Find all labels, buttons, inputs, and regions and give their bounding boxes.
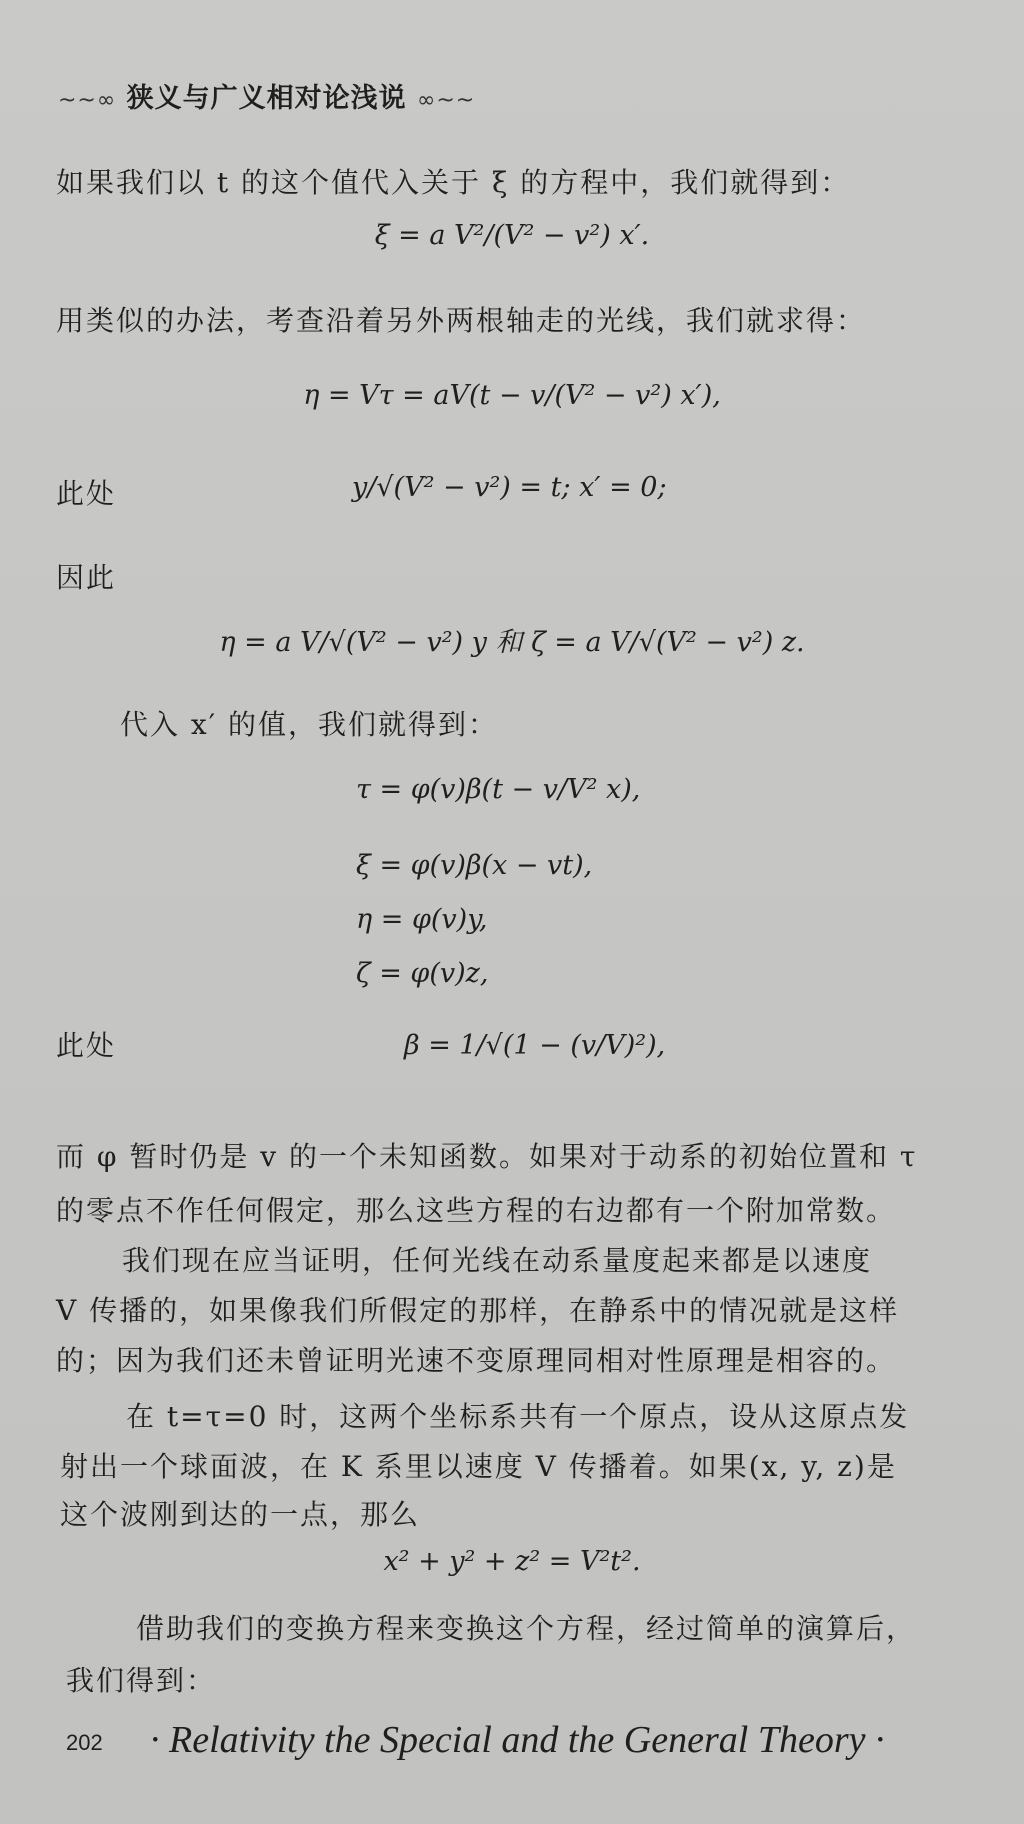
equation-sphere: x² + y² + z² = V²t².: [383, 1546, 641, 1577]
equation-tau: τ = φ(v)β(t − v/V² x),: [356, 774, 641, 805]
paragraph-3: 代入 x′ 的值，我们就得到：: [120, 708, 498, 741]
paragraph-2: 用类似的办法，考查沿着另外两根轴走的光线，我们就求得：: [56, 304, 867, 337]
paragraph-7-line-2: 我们得到：: [66, 1664, 217, 1697]
header-title: 狭义与广义相对论浅说: [126, 83, 407, 114]
label-yinci: 因此: [56, 561, 117, 594]
label-cichu-2: 此处: [56, 1029, 117, 1062]
paragraph-5-line-1: 我们现在应当证明，任何光线在动系量度起来都是以速度: [122, 1244, 873, 1277]
header-ornament-right: ∞~~: [417, 88, 476, 113]
footer-book-title: · Relativity the Special and the General Theory ·: [150, 1719, 885, 1761]
equation-eta: η = Vτ = aV(t − v/(V² − v²) x′),: [303, 380, 721, 411]
paragraph-4-line-2: 的零点不作任何假定，那么这些方程的右边都有一个附加常数。: [56, 1194, 897, 1227]
paragraph-4-line-1: 而 φ 暂时仍是 v 的一个未知函数。如果对于动系的初始位置和 τ: [56, 1140, 918, 1173]
equation-xi: ξ = a V²/(V² − v²) x′.: [374, 220, 650, 251]
header-ornament-left: ~~∞: [58, 88, 117, 113]
paragraph-5-line-3: 的；因为我们还未曾证明光速不变原理同相对性原理是相容的。: [56, 1344, 897, 1377]
page-number: 202: [66, 1730, 103, 1755]
equation-eta-final: η = φ(v)y,: [356, 904, 488, 935]
paragraph-6-line-2: 射出一个球面波，在 K 系里以速度 V 传播着。如果(x, y, z)是: [60, 1450, 897, 1483]
equation-beta: β = 1/√(1 − (v/V)²),: [404, 1030, 666, 1061]
equation-condition: y/√(V² − v²) = t; x′ = 0;: [352, 472, 667, 503]
running-header: [58, 76, 475, 115]
paragraph-6-line-1: 在 t=τ=0 时，这两个坐标系共有一个原点，设从这原点发: [126, 1400, 910, 1433]
paragraph-6-line-3: 这个波刚到达的一点，那么: [60, 1498, 421, 1531]
equation-eta-zeta: η = a V/√(V² − v²) y 和 ζ = a V/√(V² − v²) z.: [219, 627, 805, 658]
paragraph-7-line-1: 借助我们的变换方程来变换这个方程，经过简单的演算后，: [136, 1612, 917, 1645]
equation-xi-final: ξ = φ(v)β(x − vt),: [356, 850, 593, 881]
paragraph-5-line-2: V 传播的，如果像我们所假定的那样，在静系中的情况就是这样: [56, 1294, 900, 1327]
label-cichu-1: 此处: [56, 477, 117, 510]
paragraph-1: 如果我们以 t 的这个值代入关于 ξ 的方程中，我们就得到：: [56, 166, 851, 199]
equation-zeta-final: ζ = φ(v)z,: [356, 958, 489, 989]
